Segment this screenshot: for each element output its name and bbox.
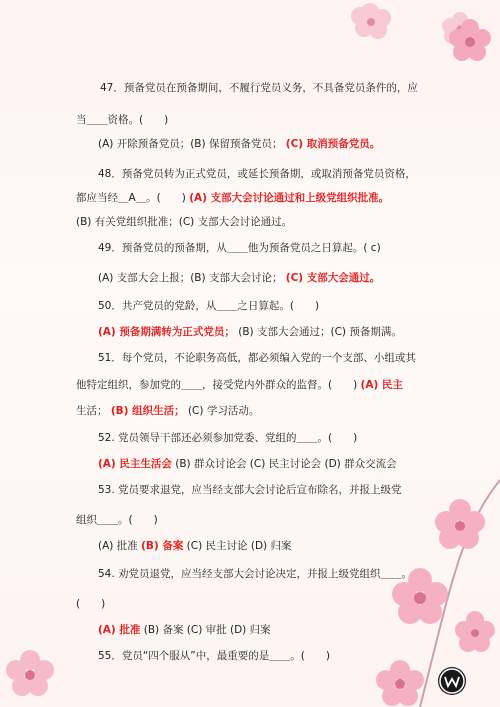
logo-icon	[438, 667, 466, 695]
q51-line1: 51．每个党员，不论职务高低，都必须编入党的一个支部、小组或其	[98, 352, 416, 364]
q48-line3: (B) 有关党组织批准；(C) 支部大会讨论通过。	[76, 216, 293, 228]
q51-line3	[76, 403, 259, 419]
q47-answer: (C) 取消预备党员。	[285, 138, 381, 150]
q52-options-plain: (B) 群众讨论会 (C) 民主讨论会 (D) 群众交流会	[175, 458, 397, 470]
q54-options	[98, 622, 271, 638]
q53-options-plain2: (C) 民主讨论 (D) 归案	[186, 540, 292, 552]
q47-line2: 当＿＿资格。( )	[76, 114, 169, 126]
q53-options-plain1: (A) 批准	[98, 540, 138, 552]
q50-options	[98, 324, 402, 340]
q51-line2	[76, 377, 403, 393]
q49-options	[98, 270, 380, 286]
q53-line1: 53. 党员要求退党，应当经支部大会讨论后宣布除名，并报上级党	[98, 484, 402, 496]
q50-line1: 50．共产党员的党龄，从＿＿之日算起。( )	[98, 300, 320, 312]
q49-line1: 49．预备党员的预备期，从＿＿他为预备党员之日算起。( c)	[98, 242, 381, 254]
q51-answer-b: (B) 组织生活；	[110, 405, 185, 417]
q53-line2: 组织＿＿。( )	[76, 514, 158, 526]
q52-line1: 52. 党员领导干部还必须参加党委、党组的＿＿。( )	[98, 432, 358, 444]
q51-line3-plain2: (C) 学习活动。	[187, 405, 260, 417]
q49-answer: (C) 支部大会通过。	[285, 272, 381, 284]
q48-line1: 48．预备党员转为正式党员，或延长预备期，或取消预备党员资格，	[98, 168, 416, 180]
q49-options-plain: (A) 支部大会上报；(B) 支部大会讨论；	[98, 272, 283, 284]
q54-options-plain: (B) 备案 (C) 审批 (D) 归案	[143, 624, 271, 636]
cherry-blossom-decoration-right-bottom	[360, 470, 500, 707]
cherry-blossom-decoration-right-top	[440, 10, 500, 70]
q53-answer: (B) 备案	[141, 540, 184, 552]
q48-line2	[76, 190, 389, 206]
q51-line2-plain: 他特定组织，参加党的＿＿，接受党内外群众的监督。( )	[76, 379, 358, 391]
q51-answer-a: (A) 民主	[360, 379, 403, 391]
q52-options	[98, 456, 397, 472]
q50-options-plain: (B) 支部大会通过；(C) 预备期满。	[238, 326, 402, 338]
q54-line2: ( )	[76, 598, 106, 610]
q52-answer: (A) 民主生活会	[98, 458, 172, 470]
q55-line1: 55．党员“四个服从”中，最重要的是＿＿。( )	[98, 650, 330, 662]
q54-answer: (A) 批准	[98, 624, 141, 636]
logo-seal	[438, 667, 466, 695]
q50-answer: (A) 预备期满转为正式党员；	[98, 326, 235, 338]
q47-options	[98, 136, 380, 152]
cherry-blossom-decoration-left-bottom	[0, 600, 70, 707]
q54-line1: 54. 劝党员退党，应当经支部大会讨论决定，并报上级党组织＿＿。	[98, 568, 413, 580]
q47-line1: 47．预备党员在预备期间，不履行党员义务，不具备党员条件的，应	[100, 82, 418, 94]
q51-line3-plain1: 生活；	[76, 405, 108, 417]
q47-options-plain: (A) 开除预备党员；(B) 保留预备党员；	[98, 138, 283, 150]
q53-options	[98, 538, 292, 554]
q48-line2-plain: 都应当经＿A＿。( )	[76, 192, 186, 204]
q48-answer: (A) 支部大会讨论通过和上级党组织批准。	[189, 192, 390, 204]
